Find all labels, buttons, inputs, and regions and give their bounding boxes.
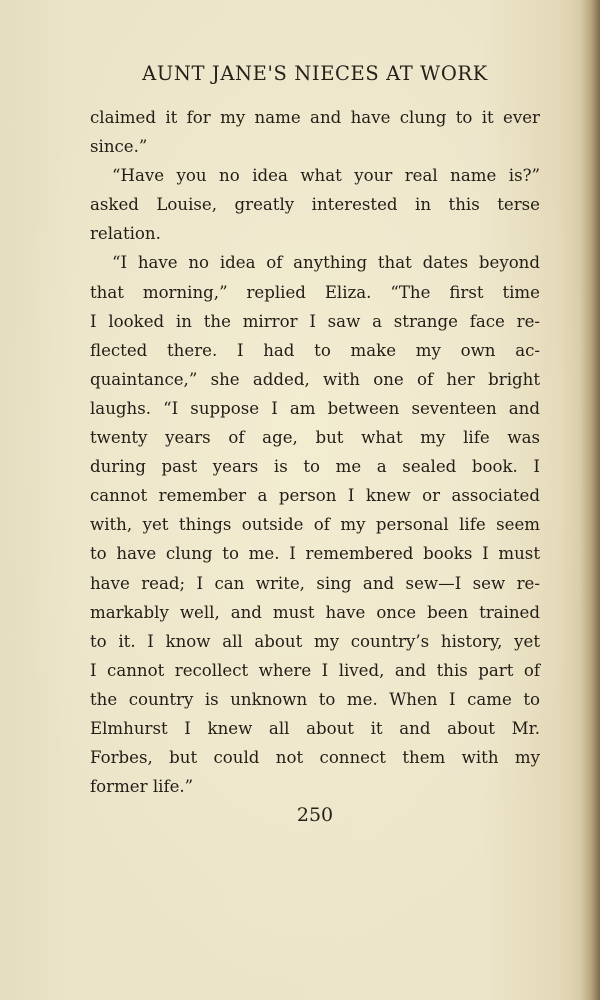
text-line: claimed it for my name and have clung to it ever bbox=[90, 108, 540, 127]
text-line: former life.” bbox=[90, 777, 194, 797]
text-line: laughs. “I suppose I am between seventeen and bbox=[90, 398, 540, 418]
text-line: have read; I can write, sing and sew—I sew re- bbox=[90, 573, 540, 593]
text-line: markably well, and must have once been trained bbox=[90, 602, 540, 622]
body-text bbox=[90, 103, 540, 801]
text-line: twenty years of age, but what my life was bbox=[90, 428, 540, 448]
text-line: Elmhurst I knew all about it and about Mr. bbox=[90, 718, 540, 738]
text-line: I looked in the mirror I saw a strange face re- bbox=[90, 311, 540, 331]
text-line: relation. bbox=[90, 224, 161, 244]
text-line: quaintance,” she added, with one of her bright bbox=[90, 369, 540, 389]
text-line: Forbes, but could not connect them with my bbox=[90, 748, 540, 768]
text-line: the country is unknown to me. When I came to bbox=[90, 689, 540, 709]
text-line: “I have no idea of anything that dates beyond bbox=[112, 253, 540, 273]
running-head: AUNT JANE'S NIECES AT WORK bbox=[142, 62, 488, 85]
text-line: flected there. I had to make my own ac- bbox=[90, 340, 540, 360]
text-line: to have clung to me. I remembered books I must bbox=[90, 544, 540, 564]
text-line: “Have you no idea what your real name is?” bbox=[112, 166, 540, 186]
text-line: cannot remember a person I knew or associated bbox=[90, 486, 540, 506]
text-line: with, yet things outside of my personal life seem bbox=[90, 515, 540, 535]
text-line: that morning,” replied Eliza. “The first time bbox=[90, 282, 540, 302]
page-number: 250 bbox=[296, 804, 334, 826]
text-line: to it. I know all about my country’s history, yet bbox=[90, 631, 540, 651]
text-line: asked Louise, greatly interested in this terse bbox=[90, 195, 540, 215]
page-gutter-shadow bbox=[580, 0, 600, 1000]
text-line: during past years is to me a sealed book. I bbox=[90, 457, 540, 477]
text-line: since.” bbox=[90, 137, 148, 157]
text-line: I cannot recollect where I lived, and this part of bbox=[90, 660, 540, 680]
